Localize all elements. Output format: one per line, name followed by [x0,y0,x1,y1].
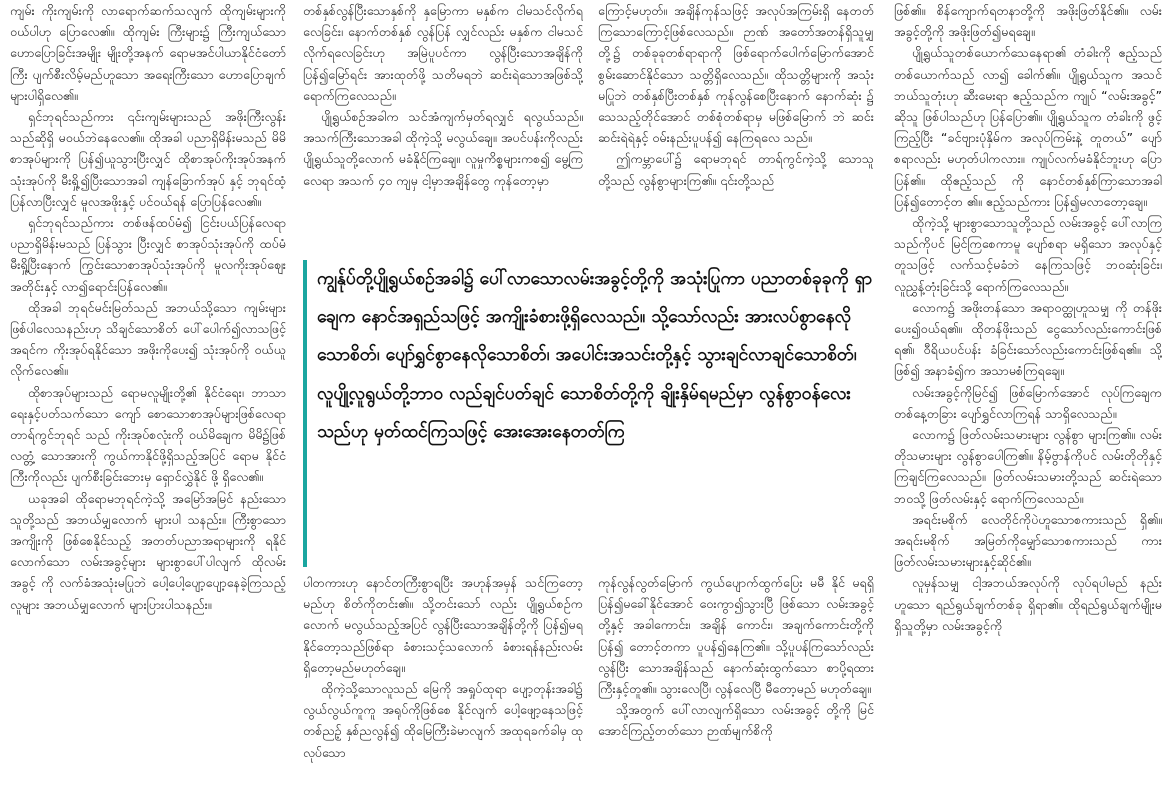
paragraph: တစ်နှစ်လွန်ပြီးသောနှစ်ကို နှမြောကာ မနှစ်က ငါမသင်လိုက်ရလေခြင်း၊ နောက်တစ်နှစ် လွန်ပြန် လျှင်လည်း မနှစ်က ငါမသင်လိုက်ရလေခြင်းဟု အမြဲပူပင်ကာ လွန်ပြီးသောအချိန်ကို ပြန်၍မြော်ရင်း အားထုတ်ဖို့ သတိမရဘဲ ဆင်းရဲသောအဖြစ်သို့ ရောက်ကြလေသည်။ [303,3,583,103]
text-column-1 [10,0,286,800]
paragraph: ပျို့ရွယ်စဉ်အခါက သင်အံကျက်မှတ်ရလျှင် ရလွယ်သည်။ အသက်ကြီးသောအခါ ထိုကဲ့သို့ မလွယ်ချေ။ အပင်ပန်းကိုလည်း ပျို့ရွယ်သူတို့လောက် မခံနိုင်ကြချေ။ လူမှုကိစ္စများကစ၍ မွေ့ကြလေရာ အသက် ၄၀ ကျမှ ငါ့မှာအချိန်တွေ ကုန်တော့မှာ [303,109,583,188]
paragraph: လူမှန်သမျှ ငါ့အဘယ်အလုပ်ကို လုပ်ရပါမည် နည်းဟူသော ရည်ရွယ်ချက်တစ်ခု ရှိရာ၏။ ထိုရည်ရွယ်ချက်မျိုးမရှိသူတို့မှာ လမ်းအခွင့်ကို [894,575,1162,633]
paragraph: လောက၌ ဖြတ်လမ်းသမားများ လွန်စွာ များကြ၏။ လမ်းတိုသမားများ လွန်စွာပေါကြ၏။ နိမ့်ဗွာန်ကိုပင် လမ်းတိုတိုနှင့် ကြချင်ကြလေသည်။ ဖြတ်လမ်းသမားတို့သည် ဆင်းရဲသောဘဝသို့ ဖြတ်လမ်းနှင့် ရောက်ကြလေသည်။ [894,427,1162,506]
text-column-3-top [598,0,874,257]
text-column-4 [894,0,1162,800]
paragraph: ကြောင့်မဟုတ်။ အချိန်ကုန်သဖြင့် အလုပ်အကြမ်းရှိ နေတတ်ကြသောကြောင့်ဖြစ်လေသည်။ ဉာဏ် အတော်အတန်ရှိသူမျှတို့၌ တစ်ခုခုတစ်ရာရာကို ဖြစ်ရောက်ပေါက်မြောက်အောင် စွမ်းဆောင်နိုင်သော သတ္တိရှိလေသည်။ ထိုသတ္တိများကို အသုံးမပြုဘဲ တစ်နှစ်ပြီးတစ်နှစ် ကုန်လွန်စေပြီးနောက် နောက်ဆုံး ၌ သေသည့်တိုင်အောင် တစ်စုံတစ်ရာမှ မဖြစ်မြောက် ဘဲ ဆင်းဆင်းရဲရဲနှင့် ဝမ်းနည်းပူပန်၍ နေကြရလေ သည်။ [598,3,874,146]
paragraph: ထိုကဲ့သို့ များစွာသောသူတို့သည် လမ်းအခွင့် ပေါ်လာကြသည်ကိုပင် မြင်ကြစေကာမူ ပျော်စရာ မရှိသော အလုပ်နှင့်တူသဖြင့် လက်သင့်မခံဘဲ နေကြသဖြင့် ဘဝဆုံးခြင်း၊ လူညွှန့်တုံးခြင်းသို့ ရောက်ကြလေသည်။ [894,215,1162,294]
text-column-2-top [303,0,583,257]
paragraph: လမ်းအခွင့်ကိုမြင်၍ ဖြစ်မြောက်အောင် လုပ်ကြချေက တစ်နေ့တခြား ပျော်ရွှင်လာကြရန် သာရှိလေသည်။ [894,384,1162,421]
paragraph: ရှင်ဘုရင်သည်ကား တစ်ဖန်ထပ်မံ၍ ငြင်းပယ်ပြန်လေရာ ပညာရှိမိန်းမသည် ပြန်သွား ပြီးလျှင် စာအုပ်သုံးအုပ်ကို ထပ်မံမီးရှို့ပြီးနောက် ကြွင်းသောစာအုပ်သုံးအုပ်ကို မူလကိုးအုပ်ဈေး အတိုင်းနှင့် လာ၍ရောင်းပြန်လေ၏။ [10,215,286,294]
paragraph: အရင်းမစိုက် လေတိုင်ကိုပဲဟူသောစကားသည် ရှိ၏။ အရင်းမစိုက် အမြတ်ကိုမျှော်သောစကားသည် ကား ဖြတ်လမ်းသမားများနှင့်ဆိုင်၏။ [894,511,1162,570]
text-column-3-bottom [598,572,874,800]
paragraph: ထိုကဲ့သို့သောလူသည် မြေကို အရှုပ်ထုရာ ပျော့တုန်းအခါ၌ လွယ်လွယ်ကူကူ အရုပ်ကိုဖြစ်စေ နိုင်လျက် ပေါ့ဖျော့နေသဖြင့် တစ်ညဉ့် နှစ်ညလွန်၍ ထိုမြေကြီးခဲမာလျက် အထုရခက်ခါမှ ထုလုပ်သော [303,681,583,760]
paragraph: ဤကမ္ဘာပေါ်၌ ရောမဘုရင် တာရ်ကွင်ကဲ့သို့ သောသူတို့သည် လွန်စွာများကြ၏။ ၎င်းတို့သည် [598,151,874,188]
pull-quote [303,260,874,567]
paragraph: ဖြစ်၏။ စိန်ကျောက်ရတနာတို့ကို အဖိုးဖြတ်နိုင်၏။ လမ်းအခွင့်တို့ကို အဖိုးဖြတ်၍မရချေ။ [894,3,1162,40]
paragraph: ကျမ်း ကိုးကျမ်းကို လာရောက်ဆက်သလျက် ထိုကျမ်းများကို ဝယ်ပါဟု ပြောလေ၏။ ထိုကျမ်း ကြီးများ၌ ကြီးကျယ်သော ဟောပြောခြင်းအမျိုး မျိုးတို့အနက် ရောမအင်ပါယာနိုင်ငံတော်ကြီး ပျက်စီးလိမ့်မည်ဟူသော အရေးကြီးသော ဟောပြောချက်များပါရှိလေ၏။ [10,3,286,103]
paragraph: ရှင်ဘုရင်သည်ကား ၎င်းကျမ်းများသည် အဖိုးကြီးလွန်းသည်ဆိုရှိ မဝယ်ဘဲနေလေ၏။ ထိုအခါ ပညာရှိမိန်းမသည် မိမိစာအုပ်များကို ပြန်၍ယူသွားပြီးလျှင် ထိုစာအုပ်ကိုးအုပ်အနက် သုံးအုပ်ကို မီးရှို့၍ပြီးသောအခါ ကျန်ခြောက်အုပ် နှင့် ဘုရင်ထံ့ပြန်လာပြီးလျှင် မူလအဖိုးနှင့် ပင်ဝယ်ရန် ပြောပြန်လေ၏။ [10,109,286,209]
pull-quote-text: ကျွန်ုပ်တို့ပျို့ရွယ်စဉ်အခါ၌ ပေါ်လာသောလမ်းအခွင့်တို့ကို အသုံးပြုကာ ပညာတစ်ခုခုကို ရှာချေက နောင်အရှည်သဖြင့် အကျိုးခံစားဖို့ရှိလေသည်။ သို့သော်လည်း အားလပ်စွာနေလိုသောစိတ်၊ ပျော်ရွှင်စွာနေလိုသောစိတ်၊ အပေါင်းအသင်းတို့နှင့် သွားချင်လာချင်သောစိတ်၊ လူပျို့လူရွယ်တို့ဘာဝ လည်ချင်ပတ်ချင် သောစိတ်တို့ကို ချိုးနှိမ်ရမည်မှာ လွန်စွာဝန်လေးသည်ဟု မှတ်ထင်ကြသဖြင့် အေးအေးနေတတ်ကြ [317,269,873,442]
paragraph: သို့အတွက် ပေါ်လာလျက်ရှိသော လမ်းအခွင့် တို့ကို မြင်အောင်ကြည့်တတ်သော ဉာဏ်မျက်စိကို [598,702,874,739]
paragraph: ထိုစာအုပ်များသည် ရောမလူမျိုးတို့၏ နိုင်ငံရေး၊ ဘာသာရေးနှင့်ပတ်သက်သော ကျော် စောသောစာအုပ်များဖြစ်လေရာ တာရ်ကွင်ဘုရင် သည် ကိုးအုပ်စလုံးကို ဝယ်မိချေက မိမိ၌ဖြစ်လတ္တံ့ သောအားကို ကွယ်ကာနိုင်ဖို့ရှိသည့်အပြင် ရောမ နိုင်ငံကြီးကိုလည်း ပျက်စီးခြင်းဘေးမှ ရှောင်လွှဲနိုင် ဖို့ ရှိလေ၏။ [10,384,286,485]
paragraph: ပျို့ရွယ်သူတစ်ယောက်သေနေရာ၏ တံခါးကို ဧည့်သည်တစ်ယောက်သည် လာ၍ ခေါက်၏။ ပျို့ရွယ်သူက အသင်ဘယ်သူတုံးဟု ဆီးမေးရာ ဧည့်သည်က ကျုပ် “လမ်းအခွင့်” ဆိုသူ ဖြစ်ပါသည်ဟု ပြန်ပြော၏။ ပျို့ရွယ်သူက တံခါးကို ဖွင့်ကြည့်ပြီး “ခင်ဗျားပုံနှိမ်က အလုပ်ကြမ်းနဲ့ တူတယ်” ပျော်စရာလည်း မဟုတ်ပါကလား။ ကျုပ်လက်မခံနိုင်ဘူးဟု ပြောပြန်၏။ ထိုဧည့်သည် ကို နောင်တစ်နှစ်ကြာသောအခါ ပြန်၍တောင့်တ ၏။ ဧည့်သည်ကား ပြန်၍မလာတော့ချေ။ [894,45,1162,209]
paragraph: လောက၌ အဖိုးတန်သော အရာဝတ္ထုဟူသမျှ ကို တန်ဖိုးပေး၍ဝယ်ရ၏။ ထိုတန်ဖိုးသည် ငွေသော်လည်းကောင်းဖြစ်ရ၏၊ ဝီရိယပင်ပန်း ခံခြင်းသော်လည်းကောင်းဖြစ်ရ၏။ သို့ဖြစ်၍ အနာခံ၍က အသာမစံကြရချေ။ [894,299,1162,379]
paragraph: ထိုအခါ ဘုရင်မင်းမြတ်သည် အဘယ်သို့သော ကျမ်းများဖြစ်ပါလေသနည်းဟု သိချင်သောစိတ် ပေါ်ပေါက်၍လာသဖြင့် အရင်က ကိုးအုပ်ရနိုင်သော အဖိုးကိုပေး၍ သုံးအုပ်ကို ဝယ်ယူလိုက်လေ၏။ [10,299,286,379]
text-column-2-bottom [303,572,583,800]
paragraph: ကုန်လွန်လွတ်မြောက် ကွယ်ပျောက်ထွက်ပြေး မမီ နိုင် မရရှိ ပြန်၍မခေါ်နိုင်အောင် ဝေးကွာ၍သွားပြီ ဖြစ်သော လမ်းအခွင့်တို့နှင့် အခါကောင်း၊ အချိန် ကောင်း၊ အချက်ကောင်းတို့ကို ပြန်၍ တောင့်တကာ ပူပန်၍နေကြ၏။ သို့ပူပန်ကြသော်လည်း လွန်ပြီး သောအချိန်သည် နောက်ဆုံးထွက်သော စာပို့ရထား ကြီးနှင့်တူ၏။ သွားလေပြီ၊ လွန်လေပြီ မီတော့မည် မဟုတ်ချေ။ [598,575,874,697]
paragraph: ယခုအခါ ထိုရောမဘုရင်ကဲ့သို့ အမြော်အမြင် နည်းသောသူတို့သည် အဘယ်မျှလောက် များပါ သနည်း။ ကြီးစွာသောအကျိုးကို ဖြစ်စေနိုင်သည့် အတတ်ပညာအရာများကို ရနိုင်လောက်သော လမ်းအခွင့်များ များစွာပေါ်ပါလျက် ထိုလမ်းအခွင့် ကို လက်ခံအသုံးမပြုဘဲ ပေါ့ပေါ့ပျော့ပျော့နေခဲ့ကြသည့် လူများ အဘယ်မျှလောက် များပြားပါသနည်း။ [10,490,286,612]
paragraph: ပါတကားဟု နောင်တကြီးစွာရပြီး အဟုန်အမှန် သင်ကြတော့မည်ဟု စိတ်ကိုတင်း၏။ သို့တင်းသော် လည်း ပျို့ရွယ်စဉ်ကလောက် မလွယ်သည့်အပြင် လွန်ပြီးသောအချိန်တို့ကို ပြန်၍မရနိုင်တော့သည်ဖြစ်ရာ ခံစားသင့်သလောက် ခံစားရန်နည်းလမ်း ရှိတော့မည်မဟုတ်ချေ။ [303,575,583,675]
